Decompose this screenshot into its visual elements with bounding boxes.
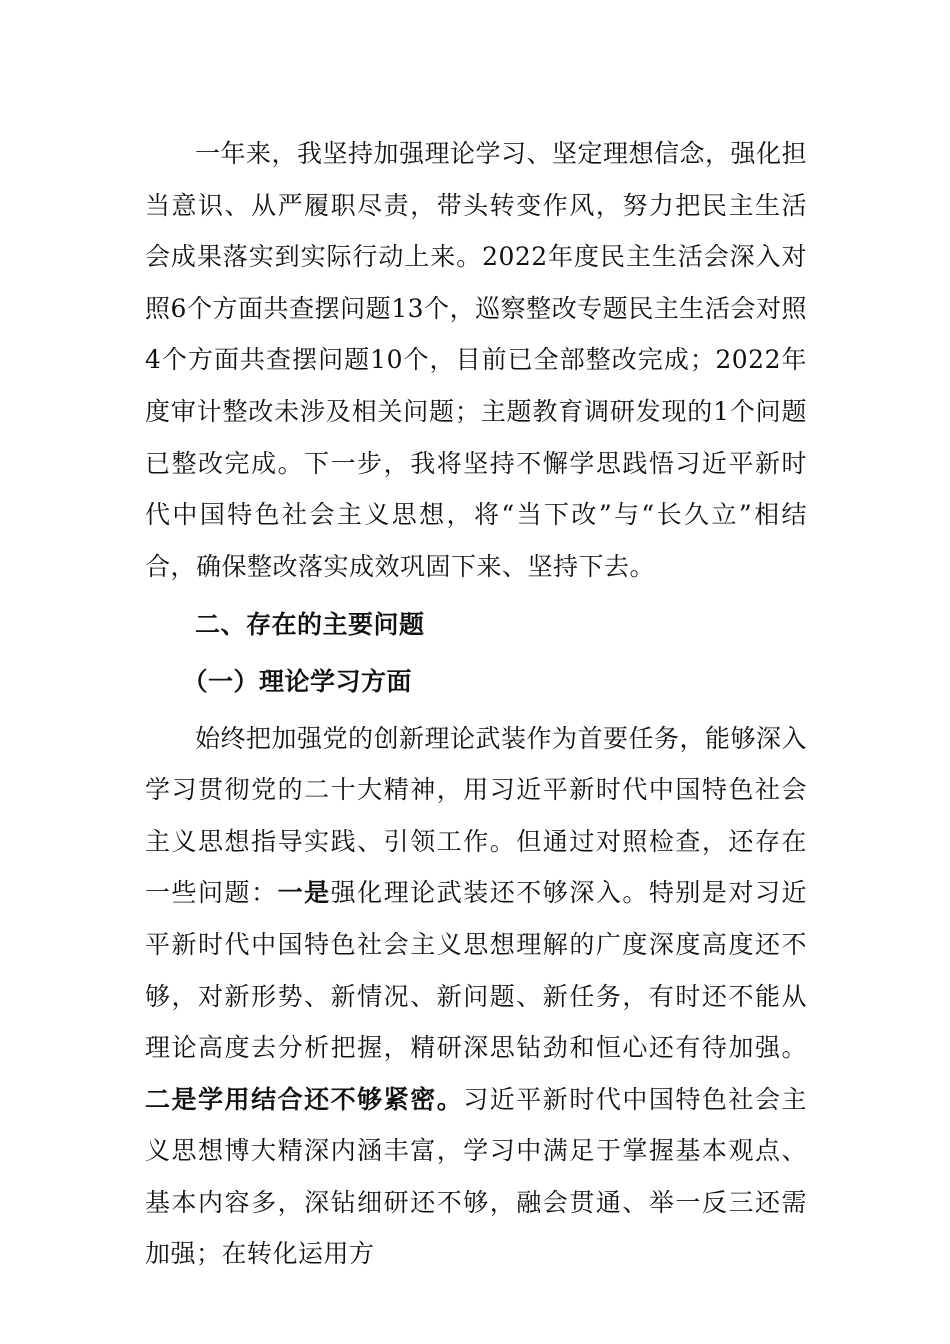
- paragraph-theory-study-text-3: 习近平新时代中国特色社会主义思想博大精深内涵丰富，学习中满足于掌握基本观点、基本内容多，深钻细研还不够，融会贯通、举一反三还需加强；在转化运用方: [145, 1084, 807, 1269]
- paragraph-theory-study: [145, 713, 807, 1281]
- subsection-heading-theory-study: （一）理论学习方面: [182, 666, 413, 696]
- bold-marker-second: 二是学用结合还不够紧密。: [145, 1084, 464, 1114]
- document-page: [145, 128, 807, 1280]
- paragraph-theory-study-text-2: 强化理论武装还不够深入。特别是对习近平新时代中国特色社会主义思想理解的广度深度高度还不够，对新形势、新情况、新问题、新任务，有时还不能从理论高度去分析把握，精研深思钻劲和恒心还有待加强。: [145, 878, 807, 1063]
- section-heading-main-problems: 二、存在的主要问题: [195, 610, 425, 640]
- paragraph-summary: 一年来，我坚持加强理论学习、坚定理想信念，强化担当意识、从严履职尽责，带头转变作风，努力把民主生活会成果落实到实际行动上来。2022年度民主生活会深入对照6个方面共查摆问题13个，巡察整改专题民主生活会对照4个方面共查摆问题10个，目前已全部整改完成；2022年度审计整改未涉及相关问题；主题教育调研发现的1个问题已整改完成。下一步，我将坚持不懈学思践悟习近平新时代中国特色社会主义思想，将“当下改”与“长久立”相结合，确保整改落实成效巩固下来、坚持下去。: [145, 139, 808, 581]
- bold-marker-first: 一是: [277, 878, 331, 908]
- paragraph-theory-study-text-1: 始终把加强党的创新理论武装作为首要任务，能够深入学习贯彻党的二十大精神，用习近平新时代中国特色社会主义思想指导实践、引领工作。但通过对照检查，还存在一些问题：: [145, 723, 808, 908]
